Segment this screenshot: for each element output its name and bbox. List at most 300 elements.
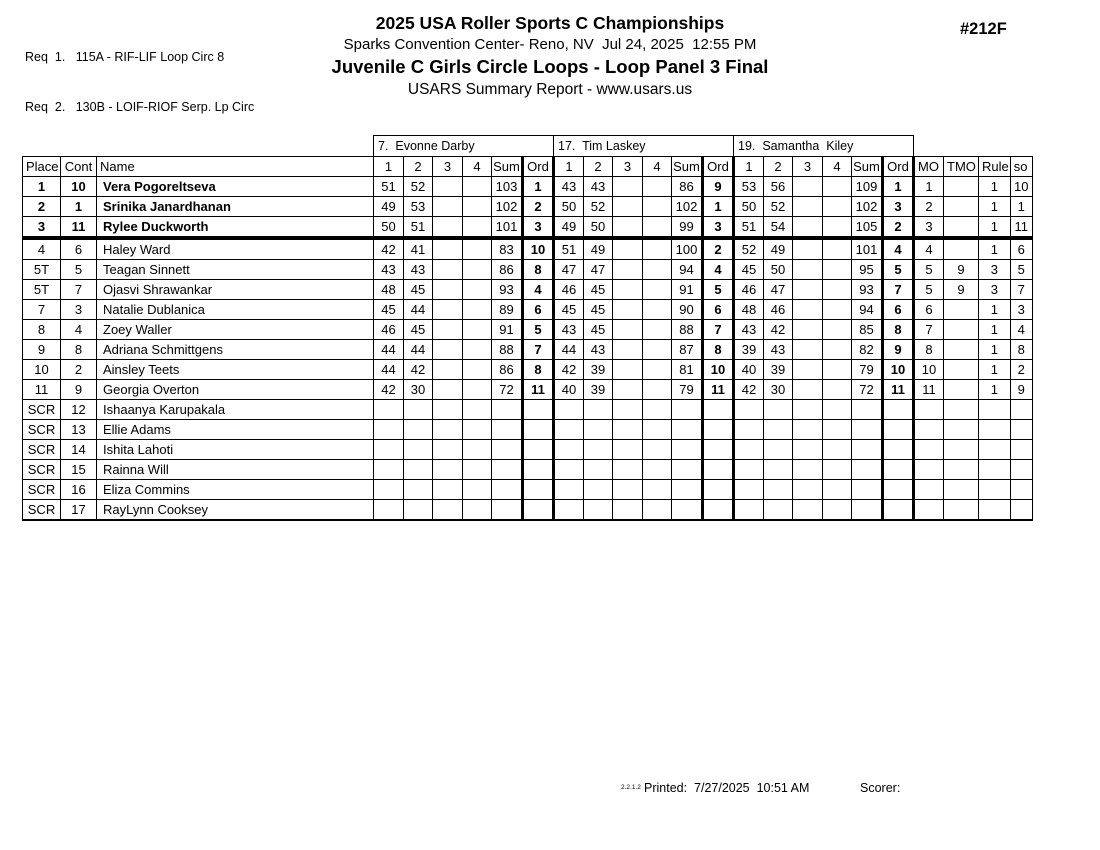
cell-j2-score-4 [643,380,672,400]
cell-j2-score-2: 45 [584,280,613,300]
column-header-row [23,157,1033,177]
cell-j1-score-3 [433,360,463,380]
cell-j3-score-1: 51 [734,217,764,239]
cell-j1-score-1: 49 [374,197,404,217]
cell-tmo [944,500,979,521]
cell-contestant-number: 9 [61,380,97,400]
cell-j3-score-1: 40 [734,360,764,380]
cell-contestant-number: 11 [61,217,97,239]
cell-place: SCR [23,500,61,521]
cell-j2-score-3 [613,217,643,239]
cell-sum-ordinals: 11 [1010,217,1032,239]
result-row [23,197,1033,217]
cell-j2-score-2: 45 [584,300,613,320]
cell-j2-sum: 94 [672,260,703,280]
cell-j3-sum: 82 [852,340,883,360]
cell-j2-score-1: 44 [554,340,584,360]
cell-j3-score-3 [793,380,823,400]
header-j1-s3: 3 [433,157,463,177]
title-block [0,12,1100,101]
cell-sum-ordinals: 2 [1010,360,1032,380]
cell-j1-sum: 86 [492,360,523,380]
event-title: Juvenile C Girls Circle Loops - Loop Panel 3 Final [331,56,769,77]
cell-j1-sum: 86 [492,260,523,280]
cell-j2-ordinal: 9 [703,177,734,197]
cell-j2-score-1 [554,420,584,440]
cell-tmo [944,420,979,440]
cell-j3-score-2 [764,420,793,440]
header-j3-s3: 3 [793,157,823,177]
results-table [22,135,1033,521]
cell-j2-score-3 [613,460,643,480]
header-j2-ord: Ord [703,157,734,177]
cell-j3-sum: 72 [852,380,883,400]
cell-majority-ordinal: 5 [914,280,944,300]
cell-j2-score-1: 43 [554,177,584,197]
cell-rule [979,480,1011,500]
cell-contestant-number: 1 [61,197,97,217]
cell-j3-score-2 [764,480,793,500]
cell-j3-score-4 [823,420,852,440]
cell-j3-score-4 [823,300,852,320]
cell-contestant-number: 8 [61,340,97,360]
cell-j3-ordinal: 10 [883,360,914,380]
cell-j3-sum [852,400,883,420]
cell-j3-score-2: 43 [764,340,793,360]
cell-rule: 1 [979,300,1011,320]
cell-j3-score-3 [793,197,823,217]
cell-name: Haley Ward [97,238,374,260]
cell-j1-score-3 [433,300,463,320]
cell-j3-score-1: 50 [734,197,764,217]
cell-j3-score-2: 47 [764,280,793,300]
cell-j1-score-2 [404,480,433,500]
report-subtitle: USARS Summary Report - www.usars.us [407,81,693,98]
cell-majority-ordinal: 7 [914,320,944,340]
cell-j1-ordinal [523,460,554,480]
cell-j2-score-3 [613,280,643,300]
software-version: 2.2.1.2 [621,784,641,791]
cell-j3-score-4 [823,400,852,420]
cell-sum-ordinals: 7 [1010,280,1032,300]
cell-tmo [944,380,979,400]
cell-j3-sum: 95 [852,260,883,280]
result-row [23,177,1033,197]
cell-j1-score-4 [463,340,492,360]
cell-sum-ordinals: 3 [1010,300,1032,320]
cell-j3-sum [852,420,883,440]
cell-j2-score-4 [643,260,672,280]
cell-rule [979,440,1011,460]
cell-j1-score-3 [433,320,463,340]
cell-j2-score-4 [643,400,672,420]
cell-place: SCR [23,440,61,460]
cell-j3-ordinal: 7 [883,280,914,300]
cell-j2-score-3 [613,440,643,460]
printed-timestamp: Printed: 7/27/2025 10:51 AM [644,781,810,795]
cell-j2-sum [672,400,703,420]
cell-j1-score-3 [433,460,463,480]
cell-j3-score-3 [793,177,823,197]
cell-j1-score-4 [463,177,492,197]
cell-j3-score-1: 39 [734,340,764,360]
cell-j3-score-1: 42 [734,380,764,400]
cell-j1-score-1: 45 [374,300,404,320]
header-j1-ord: Ord [523,157,554,177]
cell-tmo [944,360,979,380]
cell-j2-score-4 [643,280,672,300]
cell-rule: 1 [979,360,1011,380]
cell-j2-sum: 100 [672,238,703,260]
cell-j3-score-1: 52 [734,238,764,260]
cell-rule: 3 [979,280,1011,300]
result-row [23,420,1033,440]
cell-j3-score-2 [764,400,793,420]
cell-j1-score-4 [463,420,492,440]
cell-j2-score-4 [643,480,672,500]
cell-j1-score-4 [463,360,492,380]
cell-j3-ordinal: 8 [883,320,914,340]
cell-contestant-number: 10 [61,177,97,197]
cell-j2-sum: 88 [672,320,703,340]
cell-j3-score-2: 46 [764,300,793,320]
cell-sum-ordinals: 10 [1010,177,1032,197]
cell-j3-ordinal: 1 [883,177,914,197]
result-row [23,400,1033,420]
judge-2-header: 17. Tim Laskey [554,136,734,157]
cell-j1-score-2: 45 [404,320,433,340]
cell-majority-ordinal [914,460,944,480]
cell-j2-ordinal: 6 [703,300,734,320]
cell-j3-score-1 [734,460,764,480]
cell-place: 8 [23,320,61,340]
cell-j3-score-3 [793,400,823,420]
cell-j2-score-3 [613,300,643,320]
cell-j1-score-3 [433,400,463,420]
cell-j3-score-1: 43 [734,320,764,340]
cell-place: 5T [23,280,61,300]
header-j3-s4: 4 [823,157,852,177]
cell-majority-ordinal: 1 [914,177,944,197]
cell-j1-sum [492,420,523,440]
cell-j2-score-3 [613,480,643,500]
cell-j1-sum: 72 [492,380,523,400]
cell-j3-score-1 [734,420,764,440]
cell-j1-score-2 [404,440,433,460]
cell-j1-score-1: 51 [374,177,404,197]
cell-rule: 1 [979,320,1011,340]
cell-rule [979,420,1011,440]
cell-j1-score-4 [463,380,492,400]
cell-name: Adriana Schmittgens [97,340,374,360]
cell-j3-score-4 [823,280,852,300]
cell-j3-score-2: 52 [764,197,793,217]
cell-sum-ordinals: 4 [1010,320,1032,340]
cell-j3-score-4 [823,480,852,500]
cell-j1-score-2: 30 [404,380,433,400]
cell-place: 2 [23,197,61,217]
cell-j3-score-2: 56 [764,177,793,197]
cell-j2-score-1: 49 [554,217,584,239]
cell-j3-score-4 [823,177,852,197]
cell-j1-score-2: 42 [404,360,433,380]
header-place: Place [23,157,61,177]
header-rule: Rule [979,157,1011,177]
cell-j2-sum: 91 [672,280,703,300]
cell-j2-score-3 [613,360,643,380]
cell-j1-score-2: 44 [404,300,433,320]
cell-j3-score-1: 48 [734,300,764,320]
cell-j3-ordinal: 11 [883,380,914,400]
cell-j1-score-4 [463,238,492,260]
cell-j2-score-3 [613,400,643,420]
championship-title: 2025 USA Roller Sports C Championships [375,13,725,33]
cell-j2-sum: 90 [672,300,703,320]
cell-j1-score-2: 41 [404,238,433,260]
cell-rule: 1 [979,197,1011,217]
cell-j1-ordinal [523,440,554,460]
cell-j1-sum [492,440,523,460]
result-row [23,380,1033,400]
cell-j2-ordinal: 11 [703,380,734,400]
cell-tmo: 9 [944,280,979,300]
header-j3-s2: 2 [764,157,793,177]
cell-j1-sum: 93 [492,280,523,300]
cell-j1-score-1 [374,480,404,500]
cell-j3-score-3 [793,460,823,480]
result-row [23,440,1033,460]
cell-j3-sum: 79 [852,360,883,380]
result-row [23,260,1033,280]
cell-name: Ishita Lahoti [97,440,374,460]
cell-j1-score-3 [433,380,463,400]
cell-place: SCR [23,420,61,440]
cell-rule: 3 [979,260,1011,280]
cell-j3-sum: 102 [852,197,883,217]
cell-j2-score-1 [554,500,584,521]
cell-tmo [944,177,979,197]
result-row [23,480,1033,500]
cell-contestant-number: 17 [61,500,97,521]
judge-3-header: 19. Samantha Kiley [734,136,914,157]
cell-j1-ordinal: 6 [523,300,554,320]
cell-j2-score-1 [554,460,584,480]
cell-j1-sum: 83 [492,238,523,260]
cell-j3-sum: 85 [852,320,883,340]
header-name: Name [97,157,374,177]
cell-j1-score-3 [433,340,463,360]
cell-j2-score-1 [554,440,584,460]
cell-place: 11 [23,380,61,400]
req-line-1: Req 1. 115A - RIF-LIF Loop Circ 8 [25,50,225,64]
judge-band-row [23,136,1033,157]
cell-j1-score-1: 42 [374,380,404,400]
cell-j3-sum: 105 [852,217,883,239]
result-row [23,360,1033,380]
cell-j2-score-4 [643,197,672,217]
cell-j3-score-2: 39 [764,360,793,380]
venue-datetime: Sparks Convention Center- Reno, NV Jul 24, 2025 12:55 PM [343,36,757,53]
cell-j3-score-1 [734,480,764,500]
cell-j1-score-3 [433,500,463,521]
cell-j3-sum: 94 [852,300,883,320]
header-j2-s4: 4 [643,157,672,177]
cell-j1-ordinal [523,400,554,420]
cell-j2-sum [672,460,703,480]
cell-place: 5T [23,260,61,280]
cell-j1-sum [492,460,523,480]
header-j1-sum: Sum [492,157,523,177]
cell-j2-score-1: 45 [554,300,584,320]
cell-j3-ordinal: 9 [883,340,914,360]
cell-j1-score-1: 43 [374,260,404,280]
scorer-label: Scorer: [860,781,901,795]
cell-j1-score-4 [463,197,492,217]
cell-j1-score-4 [463,320,492,340]
cell-j3-score-2: 42 [764,320,793,340]
cell-majority-ordinal: 11 [914,380,944,400]
cell-place: SCR [23,480,61,500]
cell-tmo: 9 [944,260,979,280]
cell-name: Ishaanya Karupakala [97,400,374,420]
cell-j1-score-3 [433,260,463,280]
cell-j1-sum: 103 [492,177,523,197]
cell-j2-score-2: 50 [584,217,613,239]
header-so: so [1010,157,1032,177]
cell-majority-ordinal: 10 [914,360,944,380]
judge-1-header: 7. Evonne Darby [374,136,554,157]
cell-tmo [944,217,979,239]
cell-j1-score-4 [463,460,492,480]
cell-tmo [944,197,979,217]
cell-j1-sum: 102 [492,197,523,217]
cell-name: Rylee Duckworth [97,217,374,239]
result-row [23,500,1033,521]
header-cont: Cont [61,157,97,177]
result-row [23,320,1033,340]
cell-j2-score-2: 39 [584,360,613,380]
cell-place: 3 [23,217,61,239]
cell-contestant-number: 2 [61,360,97,380]
cell-contestant-number: 5 [61,260,97,280]
cell-j2-score-1: 43 [554,320,584,340]
cell-j2-ordinal [703,400,734,420]
cell-j3-score-2 [764,500,793,521]
cell-j2-sum [672,480,703,500]
cell-j3-ordinal [883,440,914,460]
cell-j2-sum: 87 [672,340,703,360]
cell-rule: 1 [979,177,1011,197]
cell-j1-sum [492,400,523,420]
cell-name: Natalie Dublanica [97,300,374,320]
cell-j2-score-3 [613,380,643,400]
cell-rule [979,400,1011,420]
cell-j2-score-2 [584,420,613,440]
cell-j1-score-4 [463,400,492,420]
cell-j3-ordinal: 4 [883,238,914,260]
cell-majority-ordinal: 6 [914,300,944,320]
cell-tmo [944,238,979,260]
cell-j2-ordinal [703,480,734,500]
cell-j2-score-4 [643,300,672,320]
cell-j3-ordinal [883,480,914,500]
cell-j1-score-2: 52 [404,177,433,197]
cell-j3-score-4 [823,238,852,260]
cell-j1-ordinal: 8 [523,360,554,380]
cell-j1-score-2 [404,500,433,521]
cell-j1-score-3 [433,177,463,197]
cell-sum-ordinals [1010,500,1032,521]
cell-j2-score-2: 43 [584,340,613,360]
cell-j2-score-2: 52 [584,197,613,217]
cell-j2-score-1 [554,400,584,420]
cell-j1-score-3 [433,440,463,460]
header-j3-s1: 1 [734,157,764,177]
cell-j2-ordinal [703,440,734,460]
cell-rule: 1 [979,340,1011,360]
cell-contestant-number: 12 [61,400,97,420]
cell-j1-ordinal: 11 [523,380,554,400]
cell-sum-ordinals: 9 [1010,380,1032,400]
cell-j2-ordinal [703,500,734,521]
header-j1-s1: 1 [374,157,404,177]
cell-majority-ordinal: 3 [914,217,944,239]
req-line-2: Req 2. 130B - LOIF-RIOF Serp. Lp Circ [25,99,255,114]
cell-place: SCR [23,460,61,480]
cell-j1-ordinal [523,420,554,440]
cell-j3-score-1: 53 [734,177,764,197]
cell-j1-ordinal: 7 [523,340,554,360]
cell-j2-score-4 [643,420,672,440]
cell-j1-score-3 [433,480,463,500]
cell-j2-score-2 [584,400,613,420]
result-row [23,238,1033,260]
cell-majority-ordinal [914,420,944,440]
cell-j3-score-2: 30 [764,380,793,400]
cell-place: 4 [23,238,61,260]
cell-j3-score-3 [793,340,823,360]
cell-j2-score-4 [643,500,672,521]
cell-j1-score-1 [374,420,404,440]
cell-tmo [944,340,979,360]
cell-j1-ordinal [523,500,554,521]
cell-place: 7 [23,300,61,320]
cell-j3-score-4 [823,460,852,480]
cell-j1-score-1: 44 [374,340,404,360]
cell-tmo [944,480,979,500]
cell-j3-score-4 [823,320,852,340]
header-tmo: TMO [944,157,979,177]
cell-j3-score-3 [793,238,823,260]
cell-j2-score-4 [643,460,672,480]
cell-j1-score-3 [433,217,463,239]
cell-j1-sum: 101 [492,217,523,239]
cell-j1-score-1 [374,400,404,420]
header-j2-s3: 3 [613,157,643,177]
cell-j2-ordinal: 5 [703,280,734,300]
cell-j1-score-4 [463,217,492,239]
cell-j2-score-2: 45 [584,320,613,340]
cell-j3-score-1: 45 [734,260,764,280]
cell-majority-ordinal: 2 [914,197,944,217]
cell-j2-score-2: 49 [584,238,613,260]
cell-j2-score-1: 42 [554,360,584,380]
cell-j1-score-4 [463,440,492,460]
cell-j1-ordinal: 2 [523,197,554,217]
cell-j1-ordinal: 8 [523,260,554,280]
band-spacer-left [23,136,374,157]
cell-j3-ordinal: 3 [883,197,914,217]
